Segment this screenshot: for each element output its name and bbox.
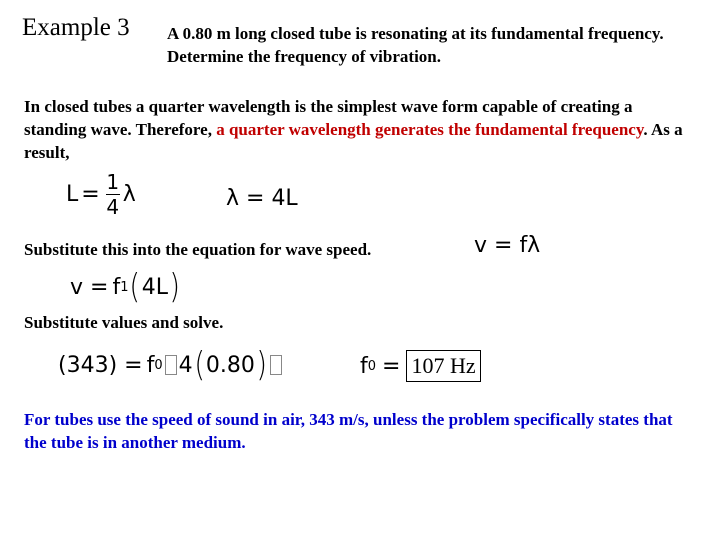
eq3-f: f [112,274,121,300]
eq1-lhs: L [66,182,79,207]
eq4-f: f [146,352,155,378]
left-paren: ( [129,267,141,307]
eq3-inner: 4L [141,274,169,300]
highlight-text-2: fundamental frequency [475,120,644,139]
eq5-f: f [360,353,368,379]
equation-wavelength: λ = 4L [226,186,298,211]
left-paren: ( [193,345,205,385]
speed-of-sound-note: For tubes use the speed of sound in air, 343 m/s, unless the problem specifically states that the tube is in another medium. [24,410,673,452]
eq5-equals: = [382,353,401,379]
right-paren: ) [169,267,180,307]
right-paren: ) [256,345,267,385]
highlight-text-1: a quarter wavelength generates the [216,120,471,139]
missing-glyph-icon [165,355,177,375]
eq4-coefficient: 4 [178,352,193,378]
equation-length-quarter-wavelength [66,172,136,217]
eq1-equals: = [81,182,100,207]
missing-glyph-icon [270,355,282,375]
eq4-subscript: 0 [154,357,163,373]
example-title: Example 3 [22,14,130,41]
eq3-subscript: 1 [120,279,129,295]
eq3-lhs: v = [70,274,109,300]
eq1-numerator: 1 [106,170,120,194]
explanation-text-2: . As a result, [24,120,683,162]
eq1-denominator: 4 [106,195,120,219]
eq1-fraction [106,172,120,217]
problem-statement: A 0.80 m long closed tube is resonating at its fundamental frequency. Determine the frequency of vibration. [167,24,664,66]
equation-substituted-values [58,345,284,385]
explanation-paragraph [24,95,684,164]
answer-box: 107 Hz [406,350,480,382]
eq4-lhs: (343) = [58,352,143,378]
explanation-text-1: In closed tubes a quarter wavelength is the simplest wave form capable of creating a standing wave. Therefore, [24,97,633,139]
eq4-inner: 0.80 [205,352,255,378]
step-solve-label: Substitute values and solve. [24,313,224,332]
step-wave-speed-label: Substitute this into the equation for wave speed. [24,240,372,259]
equation-answer [360,350,481,382]
eq1-lambda: λ [122,182,136,207]
eq5-subscript: 0 [367,358,377,374]
equation-wave-speed: v = fλ [474,233,541,258]
equation-v-f1-4L [70,267,181,307]
